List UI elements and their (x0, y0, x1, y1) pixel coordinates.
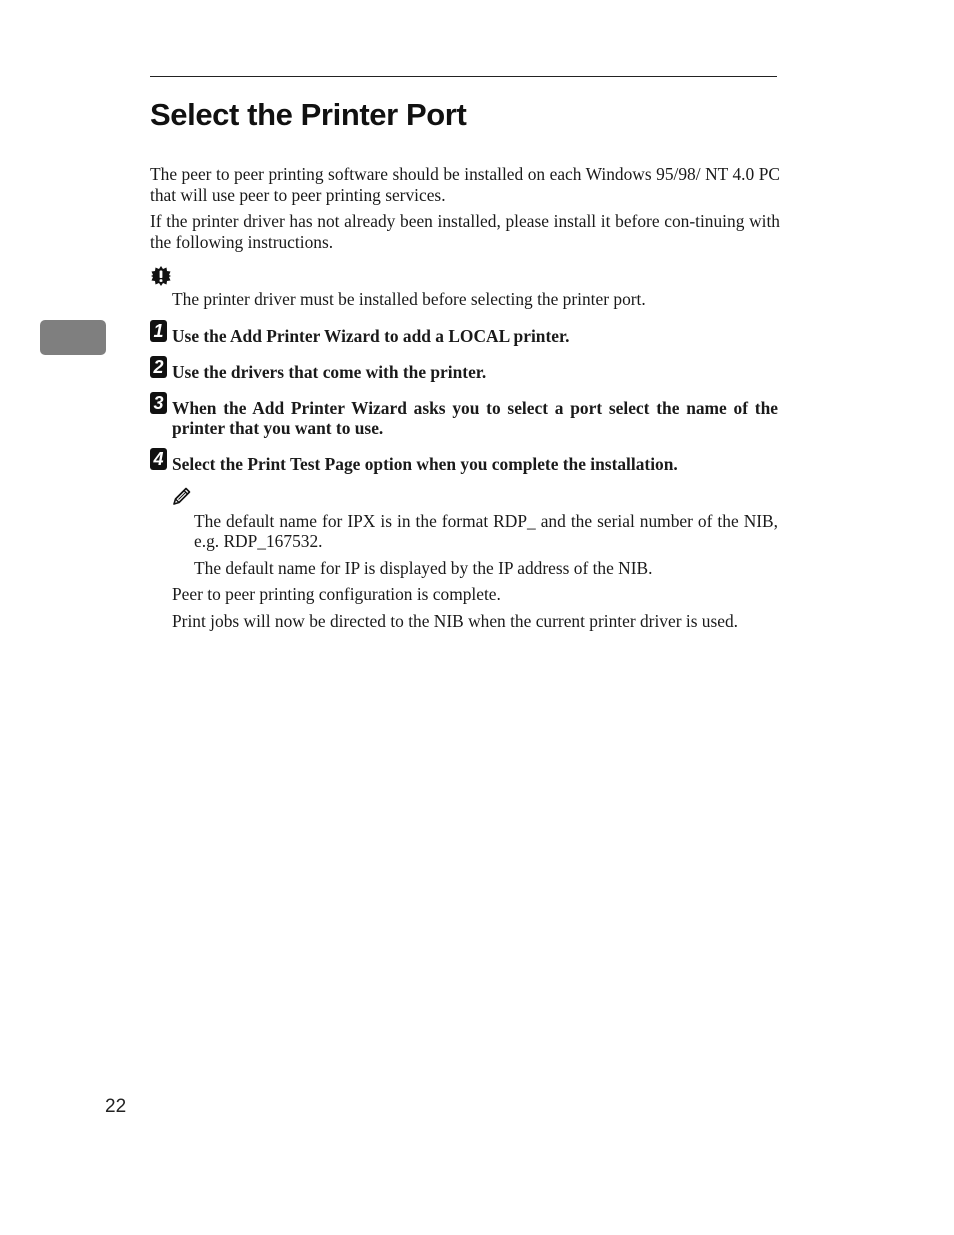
page-number: 22 (105, 1096, 127, 1117)
important-icon (150, 265, 172, 287)
step-text-2: Use the drivers that come with the printer. (172, 362, 487, 382)
pencil-note-icon (172, 486, 192, 506)
result-text-1: Peer to peer printing configuration is complete. (172, 584, 501, 604)
step-number-4: 4 (150, 448, 167, 470)
step-number-3: 3 (150, 392, 167, 414)
note-item-2: The default name for IP is displayed by the IP address of the NIB. (194, 558, 653, 578)
step-text-4: Select the Print Test Page option when you complete the installation. (172, 454, 678, 474)
chapter-tab-marker (40, 320, 106, 355)
intro-paragraph-1: The peer to peer printing software should be installed on each Windows 95/98/ NT 4.0 PC that will use peer to peer printing services. (150, 164, 780, 205)
step-text-3: When the Add Printer Wizard asks you to select a port select the name of the printer that you want to use. (172, 398, 778, 438)
step-number-2: 2 (150, 356, 167, 378)
page-title: Select the Printer Port (150, 97, 467, 132)
intro-paragraph-2: If the printer driver has not already been installed, please install it before con-tinuing with the following instructions. (150, 211, 780, 252)
important-text: The printer driver must be installed before selecting the printer port. (172, 289, 646, 309)
result-text-2: Print jobs will now be directed to the NIB when the current printer driver is used. (172, 611, 739, 631)
step-text-1: Use the Add Printer Wizard to add a LOCAL printer. (172, 326, 570, 346)
step-number-1: 1 (150, 320, 167, 342)
note-item-1: The default name for IPX is in the format RDP_ and the serial number of the NIB, e.g. RDP_167532. (194, 511, 778, 551)
header-rule (150, 76, 777, 77)
